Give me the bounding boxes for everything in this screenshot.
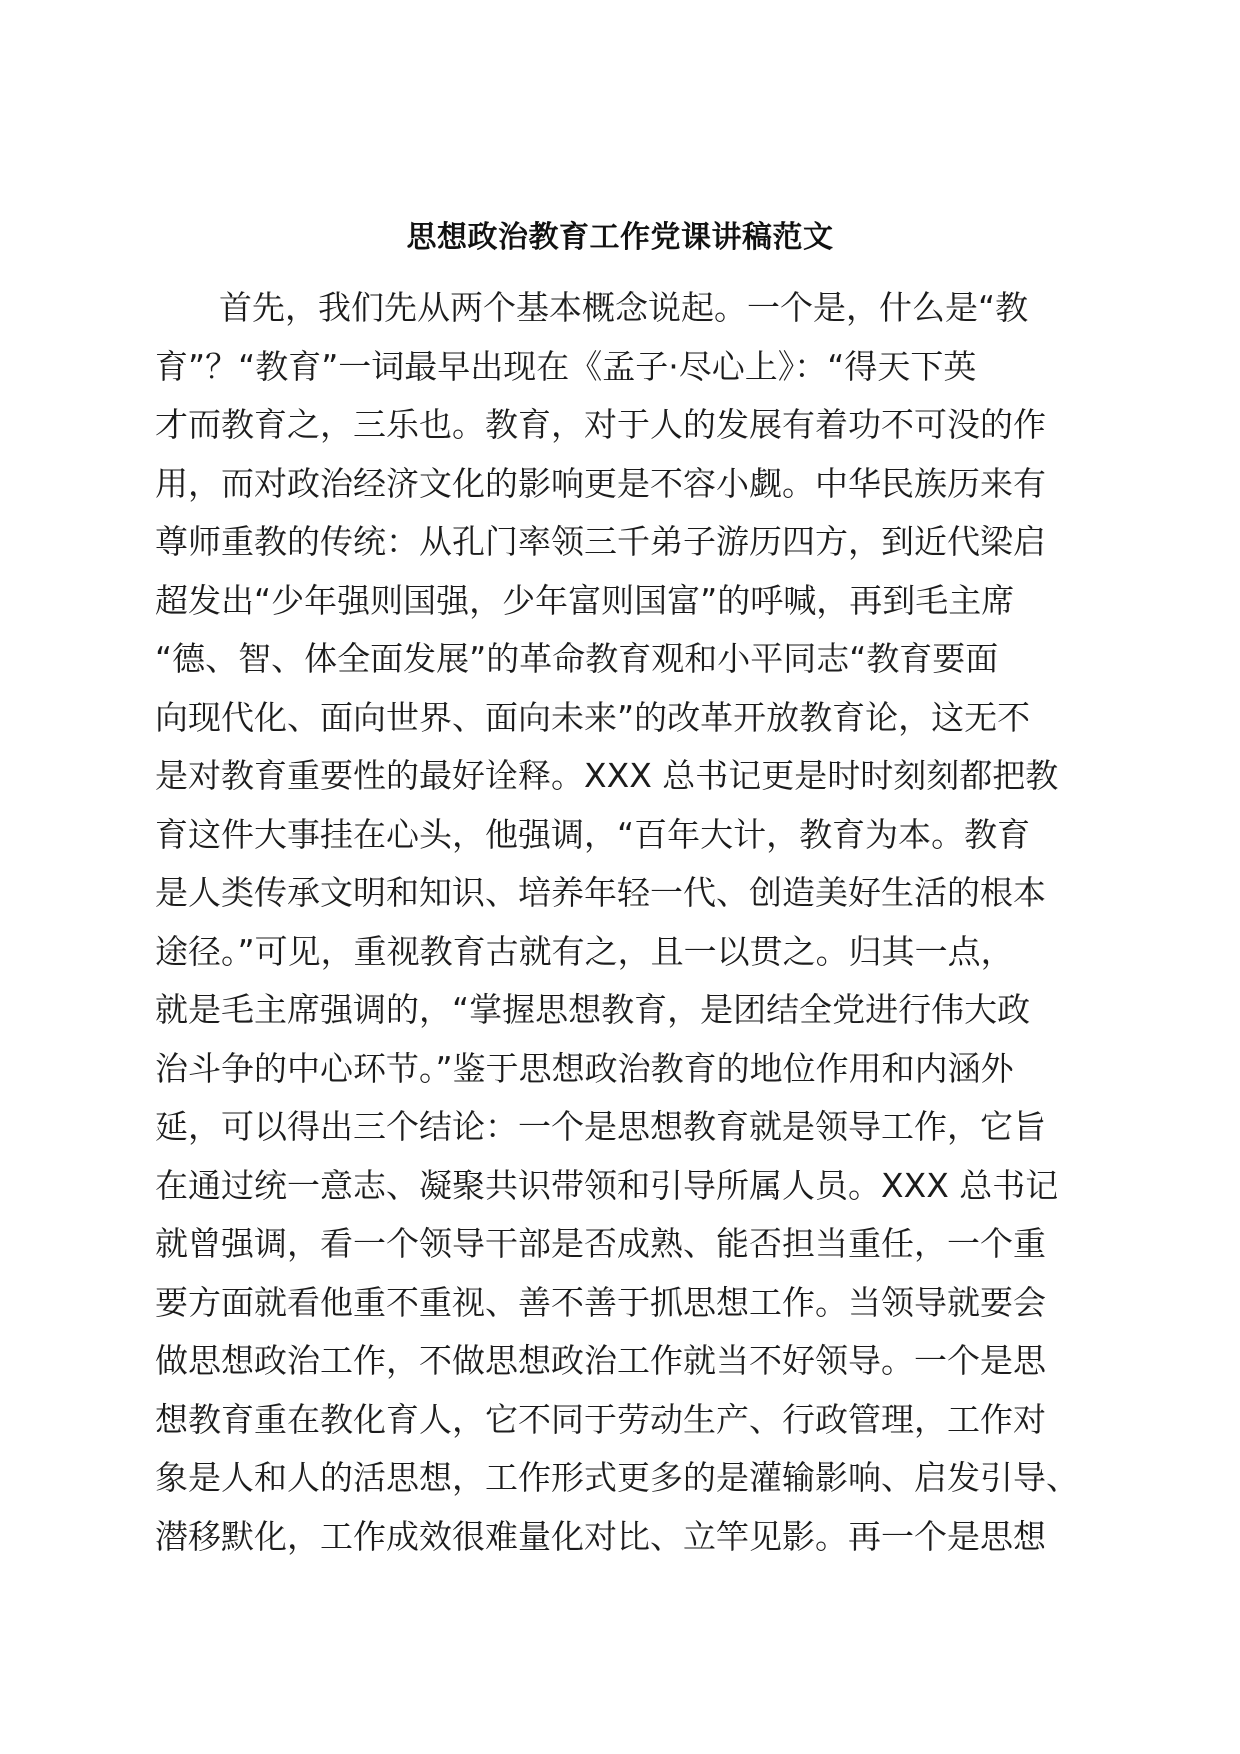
body-line: 想教育重在教化育人，它不同于劳动生产、行政管理，工作对 [155, 1399, 1046, 1439]
body-line: 要方面就看他重不重视、善不善于抓思想工作。当领导就要会 [155, 1282, 1046, 1322]
body-line: 用，而对政治经济文化的影响更是不容小觑。中华民族历来有 [155, 463, 1046, 503]
body-line: 在通过统一意志、凝聚共识带领和引导所属人员。XXX 总书记 [155, 1165, 1059, 1205]
body-line: 就是毛主席强调的，“掌握思想教育，是团结全党进行伟大政 [155, 990, 1031, 1029]
body-line: 才而教育之，三乐也。教育，对于人的发展有着功不可没的作 [155, 405, 1046, 444]
body-line: 尊师重教的传统：从孔门率领三千弟子游历四方，到近代梁启 [155, 522, 1046, 561]
body-line: 延，可以得出三个结论：一个是思想教育就是领导工作，它旨 [155, 1107, 1046, 1146]
body-line: 超发出“少年强则国强，少年富则国富”的呼喊，再到毛主席 [155, 580, 1015, 620]
document-title: 思想政治教育工作党课讲稿范文 [406, 220, 834, 255]
body-line: 象是人和人的活思想，工作形式更多的是灌输影响、启发引导、 [155, 1458, 1079, 1497]
body-line: 做思想政治工作，不做思想政治工作就当不好领导。一个是思 [155, 1341, 1046, 1380]
body-line: 首先，我们先从两个基本概念说起。一个是，什么是“教 [219, 288, 1029, 327]
body-line: 就曾强调，看一个领导干部是否成熟、能否担当重任，一个重 [155, 1224, 1046, 1263]
body-line: 治斗争的中心环节。”鉴于思想政治教育的地位作用和内涵外 [155, 1048, 1014, 1088]
body-line: 途径。”可见，重视教育古就有之，且一以贯之。归其一点， [155, 931, 1014, 971]
body-line: 育这件大事挂在心头，他强调，“百年大计，教育为本。教育 [155, 814, 1031, 854]
body-line: 是对教育重要性的最好诠释。XXX 总书记更是时时刻刻都把教 [155, 756, 1059, 795]
body-line: 潜移默化，工作成效很难量化对比、立竿见影。再一个是思想 [155, 1516, 1046, 1556]
body-line: 育”？“教育”一词最早出现在《孟子·尽心上》：“得天下英 [155, 346, 977, 386]
body-line: “德、智、体全面发展”的革命教育观和小平同志“教育要面 [155, 639, 999, 678]
document-body [155, 279, 1079, 1566]
body-line: 向现代化、面向世界、面向未来”的改革开放教育论，这无不 [155, 697, 1031, 737]
body-line: 是人类传承文明和知识、培养年轻一代、创造美好生活的根本 [155, 873, 1046, 912]
